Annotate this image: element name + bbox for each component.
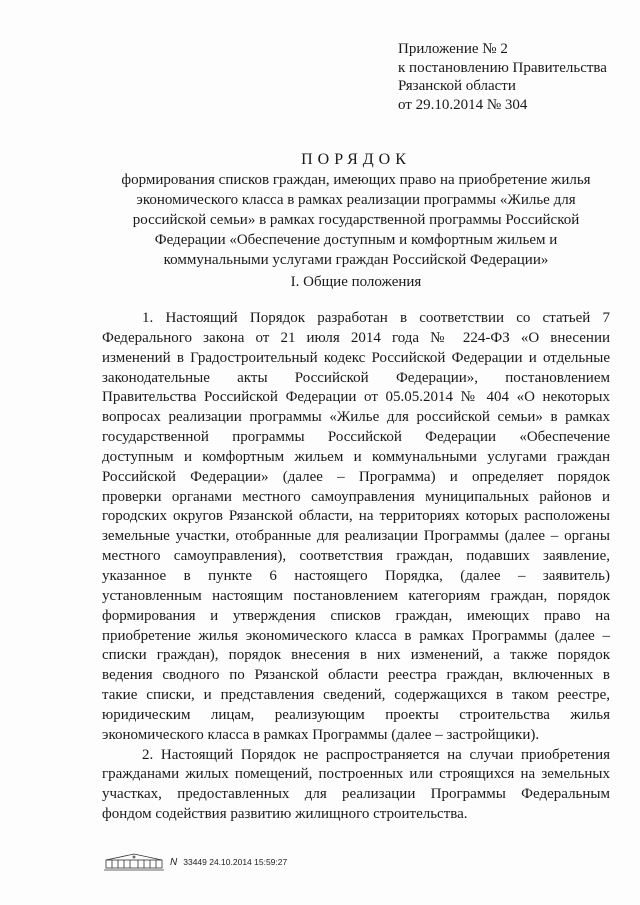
paragraph-1-line: земельные участки, отобранные для реализации Программы (далее – органы — [102, 528, 610, 545]
document-title: ПОРЯДОК — [301, 151, 411, 168]
paragraph-1-line: законодательные акты Российской Федерации», постановлением — [102, 369, 610, 386]
appendix-resolution: к постановлению Правительства — [398, 59, 607, 76]
paragraph-1-line: городских округов Рязанской области, на территориях которых расположены — [102, 508, 610, 525]
document-subtitle — [106, 170, 606, 270]
paragraph-1-line: экономического класса в рамках Программы (далее – застройщики). — [102, 726, 540, 743]
building-stamp-icon — [104, 852, 164, 872]
subtitle-line: российской семьи» в рамках государственной программы Российской — [132, 212, 580, 228]
appendix-date-number: от 29.10.2014 № 304 — [398, 96, 528, 113]
paragraph-1-line: Правительства Российской Федерации от 05.05.2014 № 404 «О некоторых — [102, 389, 610, 406]
paragraph-1-line: приобретение жилья экономического класса в рамках Программы (далее – — [102, 627, 610, 644]
document-body — [102, 309, 610, 825]
subtitle-line: Федерации «Обеспечение доступным и комфортным жильем и — [154, 232, 558, 248]
appendix-region: Рязанской области — [398, 78, 516, 94]
section-heading: I. Общие положения — [290, 274, 422, 290]
paragraph-2-line: участках, предоставленных для реализации Программы Федеральным — [102, 786, 610, 803]
paragraph-1-line: такие списки, и представления сведений, содержащихся в таком реестре, — [102, 687, 610, 704]
footer-registration-code: 33449 24.10.2014 15:59:27 — [183, 857, 288, 867]
subtitle-line: коммунальными услугами граждан Российской Федерации» — [163, 252, 549, 268]
paragraph-1-line: Российской Федерации» (далее – Программа) и определяет порядок — [102, 468, 610, 485]
paragraph-1-line: юридическим лицам, реализующим проекты строительства жилья — [102, 706, 610, 723]
subtitle-line: экономического класса в рамках реализации программы «Жилье для — [136, 192, 576, 208]
paragraph-1-line: установленным настоящим постановлением категориям граждан, порядок — [102, 587, 610, 604]
paragraph-1-line: местного самоуправления), соответствия граждан, подавших заявление, — [102, 548, 610, 565]
paragraph-1-line: государственной программы Российской Федерации «Обеспечение — [102, 429, 610, 446]
paragraph-2-line: гражданами жилых помещений, построенных или строящихся на земельных — [102, 766, 610, 783]
paragraph-1-line: Федерального закона от 21 июля 2014 года № 224-ФЗ «О внесении — [102, 329, 610, 346]
footer-mark: N — [170, 856, 178, 868]
paragraph-1-line: проверки органами местного самоуправления муниципальных районов и — [102, 488, 610, 505]
paragraph-1-line: ведения сводного по Рязанской области реестра граждан, включенных в — [102, 667, 610, 684]
appendix-number: Приложение № 2 — [398, 41, 508, 57]
document-footer — [104, 852, 287, 872]
paragraph-1-line: указанное в пункте 6 настоящего Порядка, (далее – заявитель) — [102, 567, 610, 584]
subtitle-line: формирования списков граждан, имеющих право на приобретение жилья — [121, 172, 591, 188]
paragraph-1-line: 1. Настоящий Порядок разработан в соответствии со статьей 7 — [142, 310, 610, 326]
paragraph-1-line: списки граждан), порядок внесения в них изменений, а также порядок — [102, 647, 610, 664]
paragraph-1-line: изменений в Градостроительный кодекс Российской Федерации и отдельные — [102, 349, 610, 366]
paragraph-1-line: доступным и комфортным жильем и коммунальными услугами граждан — [102, 448, 610, 465]
appendix-header — [398, 40, 607, 114]
paragraph-1-line: вопросах реализации программы «Жилье для российской семьи» в рамках — [102, 409, 610, 426]
paragraph-2-line: фондом содействия развитию жилищного строительства. — [102, 806, 468, 823]
paragraph-2-line: 2. Настоящий Порядок не распространяется на случаи приобретения — [142, 746, 610, 763]
paragraph-1-line: формирования и утверждения списков граждан, имеющих право на — [102, 607, 610, 624]
